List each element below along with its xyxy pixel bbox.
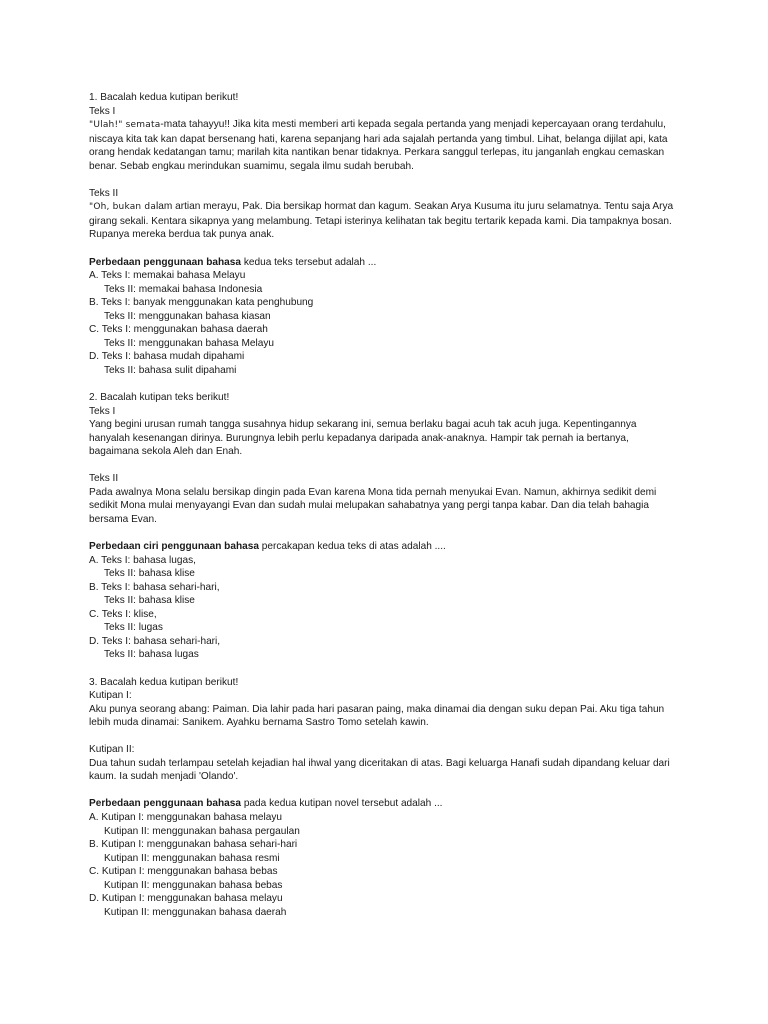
prompt-emphasis: Perbedaan penggunaan bahasa — [89, 798, 242, 810]
passage-line: Pada awalnya Mona selalu bersikap dingin pada Evan karena Mona tida pernah menyukai Evan. Namun, akhirnya sedikit demi — [89, 486, 657, 498]
option-line: B. Teks I: banyak menggunakan kata penghubung — [89, 297, 314, 309]
option-line: A. Teks I: memakai bahasa Melayu — [89, 270, 246, 282]
passage-line: girang sekali. Kentara sikapnya yang melambung. Tetapi isterinya kelihatan tak begitu tertarik kepada kami. Dia tampaknya bosan. — [89, 215, 672, 227]
option-line: A. Teks I: bahasa lugas, — [89, 554, 196, 566]
passage-line: Aku punya seorang abang: Paiman. Dia lahir pada hari pasaran paing, maka dinamai dia dengan suku depan Pai. Aku tiga tahun — [89, 703, 665, 715]
passage-lead: "Oh, bukan da — [89, 202, 157, 213]
passage-line — [89, 200, 679, 215]
passage-line: bersama Evan. — [89, 513, 157, 525]
text-label: Teks II — [89, 473, 119, 485]
passage-text: lam artian merayu, Pak. Dia bersikap hormat dan kagum. Seakan Arya Kusuma itu juru selamatnya. Tentu saja Arya — [156, 201, 674, 213]
question-2 — [89, 391, 679, 662]
option-sub-line: Kutipan II: menggunakan bahasa bebas — [104, 879, 283, 891]
passage-line: hanyalah kesenangan dirinya. Burungnya lebih perlu kepadanya daripada anak-anaknya. Hampir tak pernah ia bertanya, — [89, 432, 629, 444]
prompt-text: percakapan kedua teks di atas adalah .... — [258, 541, 446, 553]
passage-line: sedikit Mona mulai menyayangi Evan dan sudah mulai melupakan sahabatnya yang pergi tanpa kabar. Dan dia telah bahagia — [89, 500, 650, 512]
option-sub-line: Teks II: bahasa sulit dipahami — [104, 364, 237, 376]
option-sub-line: Teks II: lugas — [104, 622, 163, 634]
text-label: Teks II — [89, 187, 119, 199]
question-prompt — [89, 540, 679, 554]
prompt-emphasis: Perbedaan ciri penggunaan bahasa — [89, 541, 259, 553]
prompt-text: pada kedua kutipan novel tersebut adalah ... — [241, 798, 443, 810]
option-sub-line: Teks II: bahasa klise — [104, 568, 195, 580]
passage-line: Yang begini urusan rumah tangga susahnya hidup sekarang ini, semua berlaku bagai acuh tak acuh juga. Kepentingannya — [89, 419, 637, 431]
passage-line: niscaya kita tak kan dapat bersenang hati, karena sepanjang hari ada sajalah pertanda yang timbul. Lihat, belanga dijilat api, kata — [89, 133, 668, 145]
question-heading: 1. Bacalah kedua kutipan berikut! — [89, 92, 239, 103]
option-sub-line: Teks II: memakai bahasa Indonesia — [104, 283, 263, 295]
passage-line: bagaimana sekola Aleh dan Enah. — [89, 446, 243, 458]
passage-line: benar. Sebab engkau merindukan suamimu, segala ilmu sudah berubah. — [89, 160, 414, 172]
option-line: C. Kutipan I: menggunakan bahasa bebas — [89, 866, 278, 878]
document-page — [89, 91, 679, 919]
option-sub-line: Teks II: bahasa klise — [104, 595, 195, 607]
option-line: C. Teks I: klise, — [89, 608, 157, 620]
option-line: C. Teks I: menggunakan bahasa daerah — [89, 324, 268, 336]
prompt-emphasis: Perbedaan penggunaan bahasa — [89, 256, 242, 268]
passage-line — [89, 118, 679, 133]
prompt-text: kedua teks tersebut adalah ... — [241, 256, 377, 268]
passage-line: Dua tahun sudah terlampau setelah kejadian hal ihwal yang diceritakan di atas. Bagi keluarga Hanafi sudah dipandang keluar dari — [89, 757, 670, 769]
text-label: Teks I — [89, 105, 116, 117]
question-prompt — [89, 797, 679, 811]
option-sub-line: Teks II: menggunakan bahasa kiasan — [104, 310, 271, 322]
option-sub-line: Teks II: bahasa lugas — [104, 649, 199, 661]
option-line: D. Teks I: bahasa mudah dipahami — [89, 351, 245, 363]
question-3 — [89, 676, 679, 920]
passage-lead: "Ulah!" semata — [89, 120, 161, 131]
option-line: B. Kutipan I: menggunakan bahasa sehari-hari — [89, 839, 298, 851]
question-1 — [89, 91, 679, 377]
passage-text: -mata tahayyu!! Jika kita mesti memberi arti kepada segala pertanda yang menjadi kepercayaan orang terdahulu, — [160, 119, 666, 131]
option-sub-line: Teks II: menggunakan bahasa Melayu — [104, 337, 275, 349]
option-line: D. Teks I: bahasa sehari-hari, — [89, 635, 221, 647]
passage-line: Rupanya mereka berdua tak punya anak. — [89, 229, 275, 241]
option-sub-line: Kutipan II: menggunakan bahasa pergaulan — [104, 825, 300, 837]
text-label: Kutipan II: — [89, 744, 135, 756]
question-heading: 2. Bacalah kutipan teks berikut! — [89, 392, 230, 404]
option-line: A. Kutipan I: menggunakan bahasa melayu — [89, 811, 283, 823]
option-sub-line: Kutipan II: menggunakan bahasa resmi — [104, 852, 280, 864]
passage-line: lebih muda dinamai: Sanikem. Ayahku bernama Sastro Tomo setelah kawin. — [89, 717, 429, 729]
option-line: B. Teks I: bahasa sehari-hari, — [89, 581, 220, 593]
passage-line: kaum. Ia sudah menjadi 'Olando'. — [89, 771, 239, 783]
text-label: Teks I — [89, 405, 116, 417]
option-line: D. Kutipan I: menggunakan bahasa melayu — [89, 893, 283, 905]
question-heading: 3. Bacalah kedua kutipan berikut! — [89, 676, 239, 688]
question-prompt — [89, 256, 679, 270]
text-label: Kutipan I: — [89, 690, 132, 702]
passage-line: orang hendak kedatangan tamu; marilah kita nantikan benar tidaknya. Perkara sanggul terlepas, itu janganlah engkau cemaskan — [89, 147, 665, 159]
option-sub-line: Kutipan II: menggunakan bahasa daerah — [104, 906, 287, 918]
